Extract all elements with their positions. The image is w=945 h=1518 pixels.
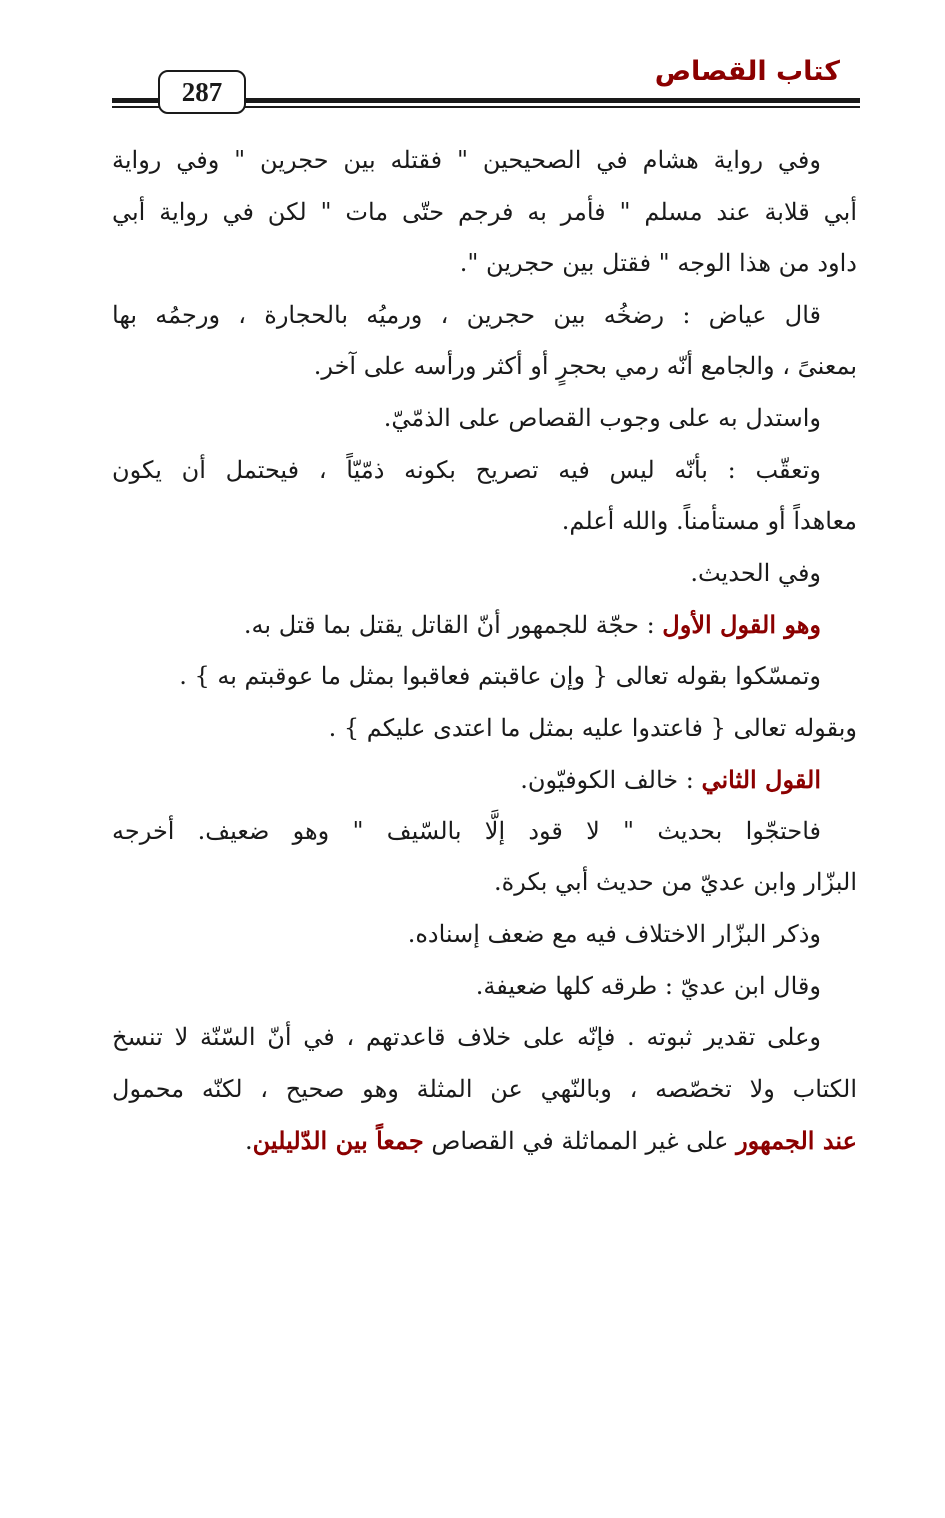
- text-line: [112, 599, 857, 651]
- text-run: الكتاب ولا تخصّصه ، وبالنّهي عن المثلة وهو صحيح ، لكنّه محمول: [112, 1074, 857, 1103]
- text-line: [112, 445, 857, 497]
- text-line: [112, 135, 857, 187]
- text-line: [112, 806, 857, 858]
- text-run: وتعقّب : بأنّه ليس فيه تصريح بكونه ذمّيّاً ، فيحتمل أن يكون: [112, 455, 821, 484]
- text-run: : حجّة للجمهور أنّ القاتل يقتل بما قتل به.: [243, 611, 663, 640]
- text-run: وفي الحديث.: [690, 558, 821, 587]
- text-run: بمعنىً ، والجامع أنّه رمي بحجرٍ أو أكثر ورأسه على آخر.: [313, 352, 857, 381]
- highlighted-term: جمعاً بين الدّليلين: [252, 1126, 424, 1156]
- text-line: [112, 393, 857, 445]
- text-run: داود من هذا الوجه " فقتل بين حجرين ".: [459, 249, 857, 278]
- text-run: أبي قلابة عند مسلم " فأمر به فرجم حتّى مات " لكن في رواية أبي: [112, 197, 857, 226]
- text-line: [112, 961, 857, 1013]
- page-number: 287: [158, 70, 246, 114]
- highlighted-term: وهو القول الأول: [662, 610, 821, 640]
- page-body: [112, 135, 857, 1167]
- text-run: وتمسّكوا بقوله تعالى { وإن عاقبتم فعاقبوا بمثل ما عوقبتم به } .: [179, 661, 821, 690]
- highlighted-term: عند الجمهور: [736, 1126, 857, 1156]
- text-line: [112, 290, 857, 342]
- text-run: : خالف الكوفيّون.: [520, 766, 702, 795]
- text-line: [112, 909, 857, 961]
- text-line: [112, 857, 857, 909]
- text-line: [112, 548, 857, 600]
- text-run: وفي رواية هشام في الصحيحين " فقتله بين حجرين " وفي رواية: [112, 146, 821, 174]
- text-line: [112, 703, 857, 755]
- text-line: [112, 1064, 857, 1116]
- text-run: معاهداً أو مستأمناً. والله أعلم.: [561, 507, 857, 536]
- text-line: [112, 341, 857, 393]
- text-run: وبقوله تعالى { فاعتدوا عليه بمثل ما اعتدى عليكم } .: [328, 713, 857, 742]
- text-line: [112, 1115, 857, 1167]
- text-line: [112, 496, 857, 548]
- text-run: فاحتجّوا بحديث " لا قود إلَّا بالسّيف " وهو ضعيف. أخرجه: [112, 816, 821, 845]
- text-run: .: [244, 1127, 253, 1156]
- page-header: [112, 56, 860, 116]
- text-run: وقال ابن عديّ : طرقه كلها ضعيفة.: [475, 971, 821, 1000]
- highlighted-term: القول الثاني: [701, 765, 821, 795]
- text-run: وذكر البزّار الاختلاف فيه مع ضعف إسناده.: [407, 919, 821, 948]
- text-run: قال عياض : رضخُه بين حجرين ، ورميُه بالحجارة ، ورجمُه بها: [112, 300, 821, 329]
- text-line: [112, 238, 857, 290]
- text-line: [112, 651, 857, 703]
- text-line: [112, 187, 857, 239]
- text-line: [112, 754, 857, 806]
- text-run: على غير المماثلة في القصاص: [423, 1127, 737, 1156]
- book-title: كتاب القصاص: [654, 56, 840, 87]
- text-run: البزّار وابن عديّ من حديث أبي بكرة.: [494, 868, 857, 897]
- text-run: واستدل به على وجوب القصاص على الذمّيّ.: [383, 403, 821, 432]
- text-line: [112, 1012, 857, 1064]
- text-run: وعلى تقدير ثبوته . فإنّه على خلاف قاعدتهم ، في أنّ السّنّة لا تنسخ: [112, 1023, 821, 1052]
